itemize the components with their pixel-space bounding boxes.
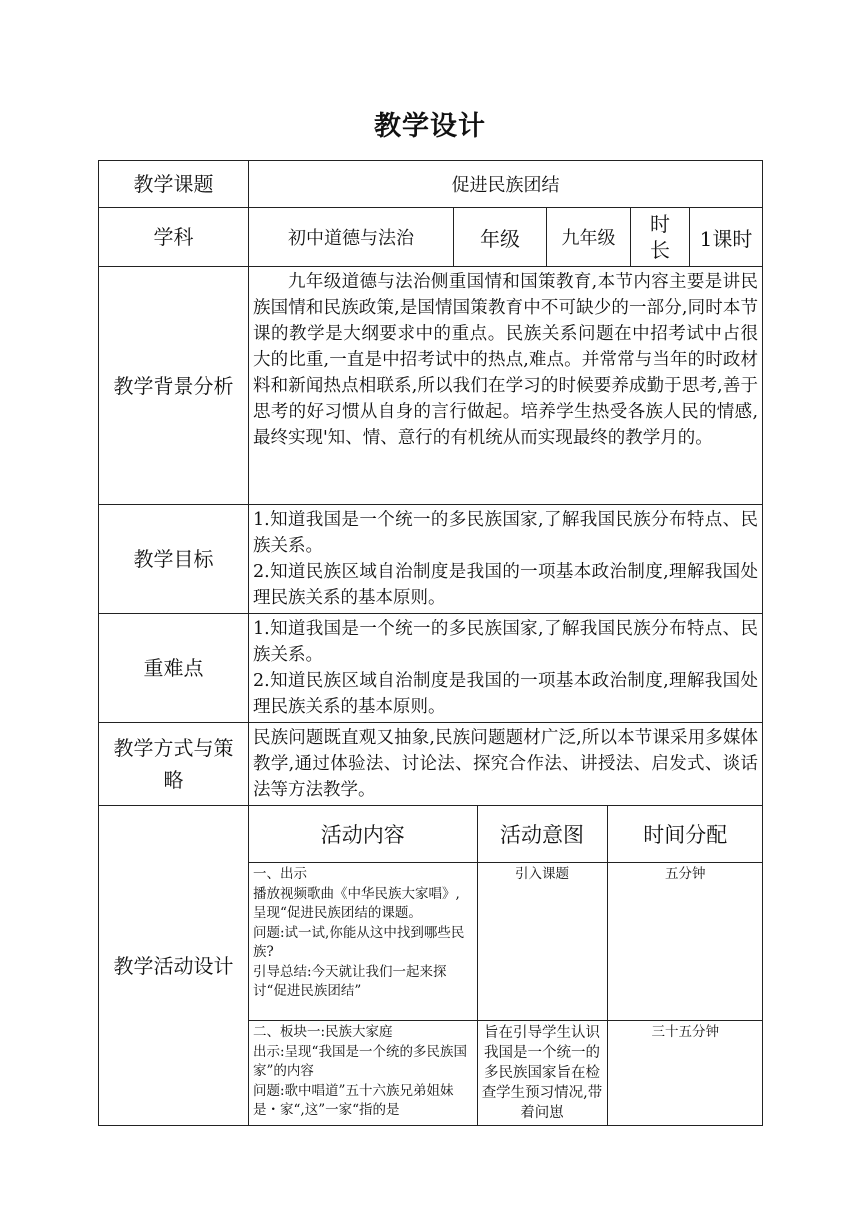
row-key-points <box>99 614 763 723</box>
topic-label: 教学课题 <box>99 161 249 208</box>
row-goals <box>99 505 763 614</box>
row-background <box>99 267 763 505</box>
activities-label: 教学活动设计 <box>99 806 249 1126</box>
key-points-label: 重难点 <box>99 614 249 723</box>
methods-text: 民族问题既直观又抽象,民族问题题材广泛,所以本节课采用多媒体教学,通过体验法、讨论法、探究合作法、讲授法、启发式、谈话法等方法教学。 <box>249 723 763 806</box>
background-label: 教学背景分析 <box>99 267 249 505</box>
header-content: 活动内容 <box>249 806 477 863</box>
activities-cell <box>249 806 763 1126</box>
row-topic <box>99 161 763 208</box>
topic-value: 促进民族团结 <box>249 161 763 208</box>
duration-value: 1课时 <box>690 208 763 267</box>
grade-value: 九年级 <box>547 208 631 267</box>
row-activities <box>99 806 763 1126</box>
goals-line-1: 1.知道我国是一个统一的多民族国家,了解我国民族分布特点、民族关系。 <box>253 510 759 556</box>
activity-intent: 引入课题 <box>477 863 607 1021</box>
methods-label: 教学方式与策略 <box>99 723 249 806</box>
subject-value: 初中道德与法治 <box>249 208 454 267</box>
page-title: 教学设计 <box>374 111 486 142</box>
goals-text <box>249 505 763 614</box>
goals-line-2: 2.知道民族区域自治制度是我国的一项基本政治制度,理解我国处理民族关系的基本原则。 <box>253 562 759 608</box>
activity-content: 一、出示 播放视频歌曲《中华民族大家唱》,呈现“促进民族团结的课题。 问题:试一试,你能从这中找到哪些民族? 引导总结:今天就让我们一起来探讨“促进民族团结” <box>249 863 477 1021</box>
activity-time: 五分钟 <box>607 863 763 1021</box>
key-points-text <box>249 614 763 723</box>
activity-time: 三十五分钟 <box>607 1021 763 1126</box>
header-intent: 活动意图 <box>477 806 607 863</box>
goals-label: 教学目标 <box>99 505 249 614</box>
activity-intent: 旨在引导学生认识我国是一个统一的多民族国家旨在检查学生预习情况,带着问崽 <box>477 1021 607 1126</box>
subject-label: 学科 <box>99 208 249 267</box>
duration-label: 时长 <box>631 208 690 267</box>
row-subject <box>99 208 763 267</box>
activities-header-row <box>249 806 763 863</box>
activity-content: 二、板块一:民族大家庭 出示:呈现“我国是一个统的多民族国家”的内容 问题:歌中唱道”五十六族兄弟姐妹是・家“,这”一家“指的是 <box>249 1021 477 1126</box>
header-time: 时间分配 <box>607 806 763 863</box>
activity-row <box>249 863 763 1021</box>
lesson-plan-table <box>98 160 763 1126</box>
activities-table <box>249 806 763 1125</box>
row-methods <box>99 723 763 806</box>
key-points-line-1: 1.知道我国是一个统一的多民族国家,了解我国民族分布特点、民族关系。 <box>253 619 759 665</box>
grade-label: 年级 <box>454 208 547 267</box>
background-text: 九年级道德与法治侧重国情和国策教育,本节内容主要是讲民族国情和民族政策,是国情国策教育中不可缺少的一部分,同时本节课的教学是大纲要求中的重点。民族关系问题在中招考试中占很大的比重,一直是中招考试中的热点,难点。并常常与当年的时政材料和新闻热点相联系,所以我们在学习的时候要养成勤于思考,善于思考的好习惯从自身的言行做起。培养学生热受各族人民的情感,最终实现'知、情、意行的有机统从而实现最终的教学月的。 <box>249 267 763 505</box>
activity-row <box>249 1021 763 1126</box>
key-points-line-2: 2.知道民族区域自治制度是我国的一项基本政治制度,理解我国处理民族关系的基本原则。 <box>253 671 759 717</box>
